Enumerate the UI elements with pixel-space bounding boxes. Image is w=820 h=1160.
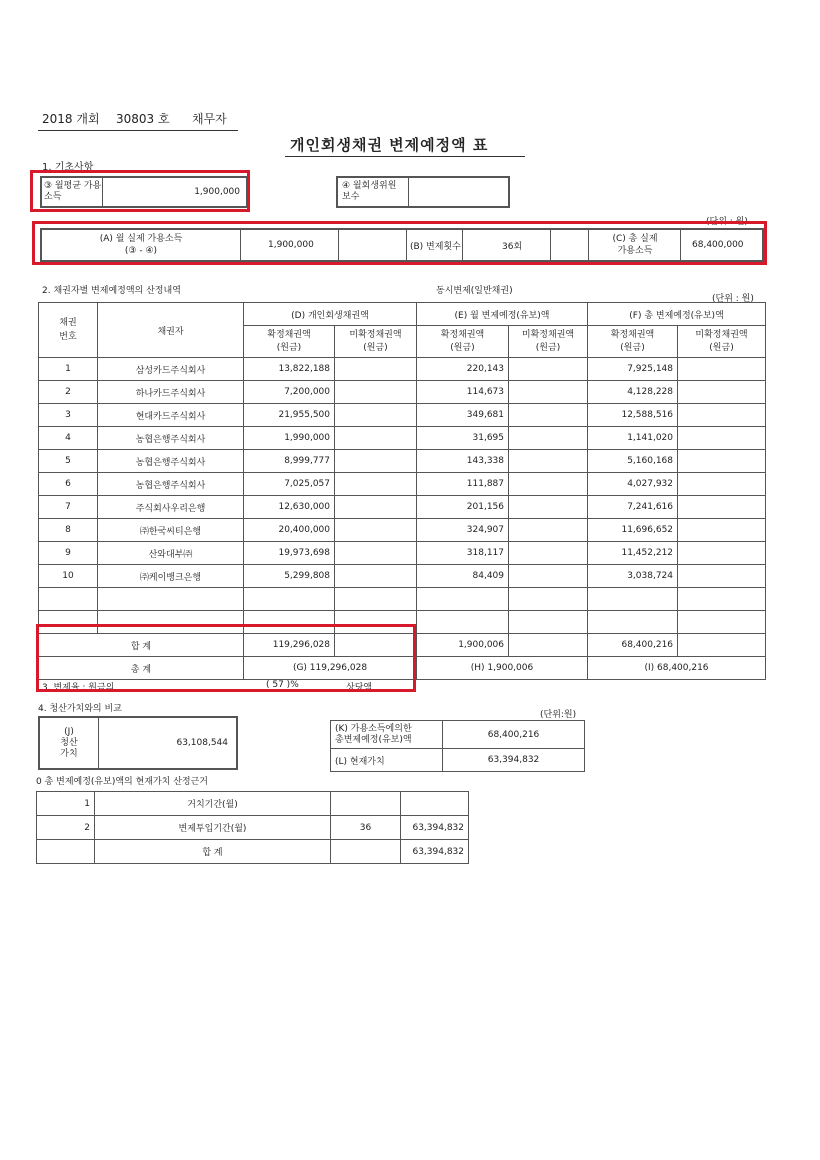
a-label-line2: (③ - ④): [124, 246, 158, 256]
row-d-unconfirmed: [335, 496, 417, 519]
row-e-confirmed: 31,695: [417, 427, 509, 450]
section5-heading: 0 총 변제예정(유보)액의 현재가치 산정근거: [36, 777, 208, 787]
row-f-unconfirmed: [678, 473, 766, 496]
row-no: 3: [39, 404, 98, 427]
sum-label: 합 계: [39, 634, 244, 657]
summary-box: [40, 228, 764, 262]
table-row: [39, 450, 766, 473]
row-creditor: 현대카드주식회사: [98, 404, 244, 427]
row-d-unconfirmed: [335, 404, 417, 427]
c-label-line2: 가용소득: [617, 246, 653, 256]
row-f-unconfirmed: [678, 358, 766, 381]
sum-d: 119,296,028: [244, 634, 335, 657]
section2-unit: (단위 : 원): [712, 294, 754, 304]
table-row: [39, 565, 766, 588]
row-e-unconfirmed: [509, 519, 588, 542]
row-no: 1: [39, 358, 98, 381]
l-value: 63,394,832: [443, 749, 585, 772]
row-f-unconfirmed: [678, 542, 766, 565]
sum-row: [39, 634, 766, 657]
row-f-confirmed: 5,160,168: [588, 450, 678, 473]
row-d-unconfirmed: [335, 358, 417, 381]
row-e-confirmed: 201,156: [417, 496, 509, 519]
section1-heading: 1. 기초사항: [42, 162, 94, 173]
table-row: [39, 404, 766, 427]
total-h: (H) 1,900,006: [417, 657, 588, 680]
trustee-fee-label: ④ 월회생위원 보수: [342, 181, 397, 202]
total-g: (G) 119,296,028: [244, 657, 417, 680]
row-e-confirmed: 114,673: [417, 381, 509, 404]
row-f-confirmed: 4,128,228: [588, 381, 678, 404]
c-label-line1: (C) 총 실제: [612, 234, 658, 244]
basis-no: 2: [37, 816, 95, 840]
j-label: (J) 청산 가치: [60, 726, 78, 759]
row-d-confirmed: 8,999,777: [244, 450, 335, 473]
row-f-unconfirmed: [678, 496, 766, 519]
row-d-confirmed: 21,955,500: [244, 404, 335, 427]
basis-months: [331, 792, 401, 816]
row-e-unconfirmed: [509, 542, 588, 565]
row-e-confirmed: 111,887: [417, 473, 509, 496]
row-d-unconfirmed: [335, 450, 417, 473]
section2-heading: 2. 채권자별 변제예정액의 산정내역: [42, 286, 181, 296]
empty-row: [39, 588, 766, 611]
header-d-confirmed: 확정채권액 (원금): [244, 326, 335, 358]
row-no: 8: [39, 519, 98, 542]
liquidation-value-box: [38, 716, 238, 770]
row-f-confirmed: 1,141,020: [588, 427, 678, 450]
header-e-confirmed: 확정채권액 (원금): [417, 326, 509, 358]
table-row: [39, 542, 766, 565]
b-value: 36회: [502, 241, 523, 252]
row-e-unconfirmed: [509, 381, 588, 404]
row-f-confirmed: 12,588,516: [588, 404, 678, 427]
header-no: 채권 번호: [39, 303, 98, 358]
row-no: 9: [39, 542, 98, 565]
row-e-unconfirmed: [509, 473, 588, 496]
section1-unit: (단위 : 원): [706, 217, 748, 227]
row-no: 5: [39, 450, 98, 473]
income-value: 1,900,000: [194, 187, 240, 197]
debtor-label: 채무자: [192, 112, 227, 126]
row-f-confirmed: 4,027,932: [588, 473, 678, 496]
row-e-unconfirmed: [509, 404, 588, 427]
row-e-unconfirmed: [509, 358, 588, 381]
present-value-basis-table: [36, 791, 469, 864]
row-no: 7: [39, 496, 98, 519]
row-e-confirmed: 143,338: [417, 450, 509, 473]
sum-e: 1,900,006: [417, 634, 509, 657]
row-d-unconfirmed: [335, 427, 417, 450]
row-f-unconfirmed: [678, 450, 766, 473]
row-creditor: 삼성카드주식회사: [98, 358, 244, 381]
basis-value: [401, 792, 469, 816]
row-e-unconfirmed: [509, 427, 588, 450]
c-label: [590, 230, 680, 260]
a-label: [42, 230, 240, 260]
row-d-unconfirmed: [335, 473, 417, 496]
row-e-unconfirmed: [509, 450, 588, 473]
row-d-confirmed: 20,400,000: [244, 519, 335, 542]
total-row: [39, 657, 766, 680]
k-label: (K) 가용소득에의한 총변제예정(유보)액: [331, 721, 443, 749]
basis-sum-value: 63,394,832: [401, 840, 469, 864]
table-row: [39, 473, 766, 496]
row-e-confirmed: 318,117: [417, 542, 509, 565]
c-value: 68,400,000: [692, 240, 744, 250]
sum-f: 68,400,216: [588, 634, 678, 657]
row-d-confirmed: 5,299,808: [244, 565, 335, 588]
row-f-unconfirmed: [678, 519, 766, 542]
table-row: [39, 358, 766, 381]
header-d: (D) 개인회생채권액: [244, 303, 417, 326]
row-f-unconfirmed: [678, 404, 766, 427]
trustee-fee-box: [336, 176, 510, 208]
header-d-unconfirmed: 미확정채권액 (원금): [335, 326, 417, 358]
a-value: 1,900,000: [268, 240, 314, 250]
header-rule: [38, 130, 238, 131]
repayment-rate-suffix: 상당액: [346, 683, 373, 693]
row-d-confirmed: 19,973,698: [244, 542, 335, 565]
row-creditor: 산와대부㈜: [98, 542, 244, 565]
row-no: 6: [39, 473, 98, 496]
income-label: ③ 월평균 가용소득: [44, 181, 102, 202]
case-year: 2018 개회: [42, 112, 100, 126]
title-underline: [285, 156, 525, 157]
row-e-unconfirmed: [509, 565, 588, 588]
row-creditor: ㈜케이뱅크은행: [98, 565, 244, 588]
total-label: 총 계: [39, 657, 244, 680]
basis-row: [37, 816, 469, 840]
empty-row: [39, 611, 766, 634]
table-row: [39, 381, 766, 404]
basis-label: 거치기간(월): [95, 792, 331, 816]
repayment-rate-label: 3. 변제율 : 원금의: [42, 683, 115, 693]
section4-unit: (단위:원): [540, 710, 577, 720]
creditor-table: [38, 302, 766, 680]
a-label-line1: (A) 월 실제 가용소득: [99, 234, 183, 244]
row-f-confirmed: 7,241,616: [588, 496, 678, 519]
row-no: 2: [39, 381, 98, 404]
row-f-confirmed: 11,452,212: [588, 542, 678, 565]
row-d-unconfirmed: [335, 565, 417, 588]
row-d-confirmed: 12,630,000: [244, 496, 335, 519]
case-number: 30803 호: [116, 112, 170, 126]
page-title: 개인회생채권 변제예정액 표: [290, 136, 489, 154]
header-creditor: 채권자: [98, 303, 244, 358]
row-f-confirmed: 11,696,652: [588, 519, 678, 542]
basis-sum-label: 합 계: [95, 840, 331, 864]
row-d-confirmed: 1,990,000: [244, 427, 335, 450]
k-value: 68,400,216: [443, 721, 585, 749]
table-row: [39, 427, 766, 450]
row-d-unconfirmed: [335, 381, 417, 404]
table-row: [39, 519, 766, 542]
header-f: (F) 총 변제예정(유보)액: [588, 303, 766, 326]
repayment-rate-value: ( 57 )%: [266, 680, 299, 690]
row-e-unconfirmed: [509, 496, 588, 519]
row-d-unconfirmed: [335, 542, 417, 565]
header-e: (E) 월 변제예정(유보)액: [417, 303, 588, 326]
row-f-unconfirmed: [678, 381, 766, 404]
income-box: [40, 176, 248, 208]
row-f-confirmed: 3,038,724: [588, 565, 678, 588]
basis-no: 1: [37, 792, 95, 816]
row-f-confirmed: 7,925,148: [588, 358, 678, 381]
row-creditor: 주식회사우리은행: [98, 496, 244, 519]
total-i: (I) 68,400,216: [588, 657, 766, 680]
row-creditor: 농협은행주식회사: [98, 427, 244, 450]
l-label: (L) 현재가치: [331, 749, 443, 772]
table-row: [39, 496, 766, 519]
header-f-confirmed: 확정채권액 (원금): [588, 326, 678, 358]
basis-row: [37, 792, 469, 816]
row-e-confirmed: 324,907: [417, 519, 509, 542]
row-creditor: 농협은행주식회사: [98, 473, 244, 496]
row-f-unconfirmed: [678, 565, 766, 588]
section4-heading: 4. 청산가치와의 비교: [38, 704, 122, 714]
row-no: 10: [39, 565, 98, 588]
row-creditor: 하나카드주식회사: [98, 381, 244, 404]
b-label: (B) 변제횟수: [410, 241, 461, 252]
section2-subtitle: 동시변제(일반채권): [436, 286, 513, 296]
row-d-confirmed: 13,822,188: [244, 358, 335, 381]
row-d-confirmed: 7,025,057: [244, 473, 335, 496]
header-e-unconfirmed: 미확정채권액 (원금): [509, 326, 588, 358]
row-creditor: 농협은행주식회사: [98, 450, 244, 473]
trustee-fee-value: [410, 178, 504, 206]
row-e-confirmed: 220,143: [417, 358, 509, 381]
row-f-unconfirmed: [678, 427, 766, 450]
basis-label: 변제투입기간(월): [95, 816, 331, 840]
present-value-table: [330, 720, 585, 772]
row-d-unconfirmed: [335, 519, 417, 542]
header-f-unconfirmed: 미확정채권액 (원금): [678, 326, 766, 358]
row-d-confirmed: 7,200,000: [244, 381, 335, 404]
basis-sum-row: [37, 840, 469, 864]
basis-months: 36: [331, 816, 401, 840]
row-no: 4: [39, 427, 98, 450]
basis-value: 63,394,832: [401, 816, 469, 840]
row-e-confirmed: 84,409: [417, 565, 509, 588]
row-e-confirmed: 349,681: [417, 404, 509, 427]
row-creditor: ㈜한국씨티은행: [98, 519, 244, 542]
j-value: 63,108,544: [176, 738, 228, 748]
